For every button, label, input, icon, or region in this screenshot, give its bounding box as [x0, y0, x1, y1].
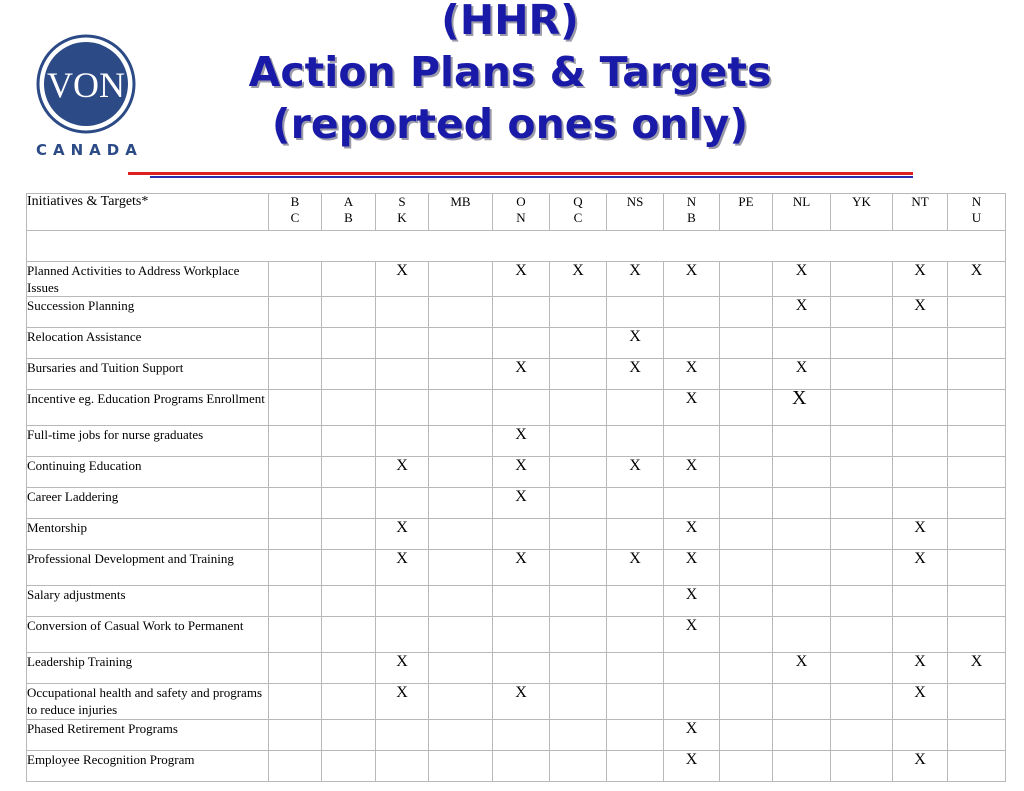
title-line-2: Action Plans & Targets: [248, 48, 772, 96]
mark-cell: [429, 586, 493, 617]
mark-cell: [376, 586, 429, 617]
table-row: [27, 720, 1006, 751]
mark-cell: [720, 617, 773, 653]
mark-cell: [429, 390, 493, 426]
table-row: [27, 426, 1006, 457]
mark-cell: [893, 457, 948, 488]
mark-cell: [607, 653, 664, 684]
mark-cell: [269, 684, 322, 720]
mark-cell: [322, 297, 376, 328]
column-header: [948, 194, 1006, 231]
mark-cell: [269, 262, 322, 297]
mark-cell: [720, 550, 773, 586]
column-header-text: N: [971, 194, 982, 209]
mark-cell: [322, 488, 376, 519]
table-row: [27, 488, 1006, 519]
column-header: [429, 194, 493, 231]
mark-cell: [831, 359, 893, 390]
table-row: [27, 684, 1006, 720]
mark-cell: [664, 426, 720, 457]
mark-cell: [322, 426, 376, 457]
mark-cell: [893, 426, 948, 457]
mark-cell: X: [773, 262, 831, 297]
mark-cell: X: [376, 457, 429, 488]
mark-cell: [948, 550, 1006, 586]
mark-cell: [269, 359, 322, 390]
mark-cell: [831, 390, 893, 426]
mark-cell: X: [893, 297, 948, 328]
mark-cell: [376, 390, 429, 426]
extra-mark: X: [792, 387, 807, 409]
mark-cell: [322, 550, 376, 586]
column-header-text: Q: [573, 194, 583, 209]
row-label: Salary adjustments: [27, 586, 269, 617]
mark-cell: [550, 488, 607, 519]
column-header-text: PE: [738, 194, 754, 209]
mark-cell: [720, 720, 773, 751]
column-header: [269, 194, 322, 231]
mark-cell: [948, 359, 1006, 390]
mark-cell: [550, 390, 607, 426]
mark-cell: [322, 328, 376, 359]
mark-cell: X: [607, 328, 664, 359]
mark-cell: [269, 328, 322, 359]
mark-cell: [493, 297, 550, 328]
blank-row: [27, 231, 1006, 262]
mark-cell: [429, 617, 493, 653]
mark-cell: [269, 586, 322, 617]
mark-cell: [550, 684, 607, 720]
mark-cell: [322, 720, 376, 751]
mark-cell: [831, 751, 893, 782]
mark-cell: [429, 720, 493, 751]
mark-cell: [948, 328, 1006, 359]
mark-cell: [948, 457, 1006, 488]
mark-cell: [773, 426, 831, 457]
mark-cell: [607, 297, 664, 328]
mark-cell: X: [893, 262, 948, 297]
mark-cell: [493, 519, 550, 550]
mark-cell: [322, 684, 376, 720]
mark-cell: [948, 519, 1006, 550]
mark-cell: [322, 653, 376, 684]
mark-cell: [493, 328, 550, 359]
mark-cell: X: [607, 550, 664, 586]
column-header-text: NS: [626, 194, 644, 209]
mark-cell: [493, 653, 550, 684]
mark-cell: [550, 751, 607, 782]
mark-cell: [664, 488, 720, 519]
table-row: [27, 457, 1006, 488]
mark-cell: [550, 426, 607, 457]
mark-cell: X: [893, 653, 948, 684]
mark-cell: X: [376, 550, 429, 586]
mark-cell: [269, 751, 322, 782]
mark-cell: [948, 617, 1006, 653]
mark-cell: [322, 617, 376, 653]
mark-cell: [376, 617, 429, 653]
mark-cell: [831, 720, 893, 751]
mark-cell: [550, 586, 607, 617]
mark-cell: [429, 359, 493, 390]
mark-cell: X: [493, 359, 550, 390]
mark-cell: [948, 684, 1006, 720]
mark-cell: X: [493, 550, 550, 586]
table-row: [27, 751, 1006, 782]
mark-cell: X: [664, 262, 720, 297]
mark-cell: [720, 262, 773, 297]
mark-cell: [773, 550, 831, 586]
mark-cell: [773, 617, 831, 653]
mark-cell: X: [493, 488, 550, 519]
mark-cell: [893, 720, 948, 751]
column-header-text: N: [516, 210, 526, 225]
mark-cell: [269, 390, 322, 426]
mark-cell: X: [664, 550, 720, 586]
mark-cell: [773, 586, 831, 617]
mark-cell: [269, 488, 322, 519]
mark-cell: [948, 297, 1006, 328]
mark-cell: [607, 426, 664, 457]
mark-cell: [948, 390, 1006, 426]
mark-cell: [550, 328, 607, 359]
row-label: Mentorship: [27, 519, 269, 550]
mark-cell: [893, 586, 948, 617]
mark-cell: [664, 328, 720, 359]
mark-cell: [831, 617, 893, 653]
mark-cell: [773, 328, 831, 359]
mark-cell: [550, 519, 607, 550]
mark-cell: [607, 684, 664, 720]
mark-cell: [550, 457, 607, 488]
mark-cell: X: [607, 359, 664, 390]
mark-cell: [607, 390, 664, 426]
mark-cell: [376, 426, 429, 457]
table-row: [27, 550, 1006, 586]
title-line-3: (reported ones only): [271, 100, 749, 148]
mark-cell: X: [664, 720, 720, 751]
table-row: [27, 653, 1006, 684]
column-header: [893, 194, 948, 231]
mark-cell: [831, 519, 893, 550]
mark-cell: [322, 751, 376, 782]
mark-cell: [322, 390, 376, 426]
mark-cell: [607, 720, 664, 751]
mark-cell: [269, 519, 322, 550]
column-header: [550, 194, 607, 231]
logo-subtext: CANADA: [36, 141, 143, 159]
mark-cell: [831, 488, 893, 519]
mark-cell: [376, 328, 429, 359]
row-label: Succession Planning: [27, 297, 269, 328]
row-label: Employee Recognition Program: [27, 751, 269, 782]
mark-cell: [773, 751, 831, 782]
column-header: [720, 194, 773, 231]
mark-cell: [831, 586, 893, 617]
column-header-text: B: [687, 210, 696, 225]
mark-cell: [720, 519, 773, 550]
mark-cell: X: [493, 426, 550, 457]
mark-cell: [493, 751, 550, 782]
mark-cell: [376, 751, 429, 782]
mark-cell: [550, 720, 607, 751]
von-canada-logo: [36, 34, 143, 160]
mark-cell: X: [664, 390, 720, 426]
blank-cell: [27, 231, 1006, 262]
mark-cell: X: [376, 262, 429, 297]
row-label: Phased Retirement Programs: [27, 720, 269, 751]
row-label: Continuing Education: [27, 457, 269, 488]
mark-cell: [720, 297, 773, 328]
mark-cell: [607, 617, 664, 653]
mark-cell: [322, 457, 376, 488]
mark-cell: [429, 457, 493, 488]
page-title: [150, 0, 870, 150]
mark-cell: [720, 328, 773, 359]
column-header-text: N: [686, 194, 697, 209]
mark-cell: [773, 488, 831, 519]
mark-cell: X: [893, 550, 948, 586]
row-label: Planned Activities to Address Workplace Issues: [27, 262, 269, 297]
mark-cell: X: [664, 519, 720, 550]
header-row: [27, 194, 1006, 231]
mark-cell: [550, 617, 607, 653]
mark-cell: [948, 586, 1006, 617]
mark-cell: X: [893, 519, 948, 550]
mark-cell: [893, 328, 948, 359]
column-header: [322, 194, 376, 231]
column-header-text: S: [398, 194, 406, 209]
mark-cell: X: [493, 457, 550, 488]
mark-cell: X: [493, 684, 550, 720]
mark-cell: [607, 519, 664, 550]
mark-cell: [664, 684, 720, 720]
mark-cell: X: [664, 617, 720, 653]
row-label: Full-time jobs for nurse graduates: [27, 426, 269, 457]
mark-cell: [831, 426, 893, 457]
mark-cell: X: [550, 262, 607, 297]
mark-cell: [720, 359, 773, 390]
mark-cell: [550, 550, 607, 586]
mark-cell: [376, 359, 429, 390]
mark-cell: [720, 684, 773, 720]
initiatives-table: [26, 193, 1006, 782]
mark-cell: [376, 488, 429, 519]
mark-cell: [322, 262, 376, 297]
mark-cell: X: [664, 457, 720, 488]
mark-cell: X: [773, 359, 831, 390]
mark-cell: [831, 684, 893, 720]
column-header-text: C: [290, 210, 300, 225]
mark-cell: [893, 488, 948, 519]
svg-text:VON: VON: [47, 65, 125, 105]
column-header: [607, 194, 664, 231]
mark-cell: [429, 550, 493, 586]
row-label: Occupational health and safety and programs to reduce injuries: [27, 684, 269, 720]
mark-cell: X: [664, 586, 720, 617]
row-label: Incentive eg. Education Programs Enrollment: [27, 390, 269, 426]
column-header-text: O: [516, 194, 526, 209]
row-label: Relocation Assistance: [27, 328, 269, 359]
mark-cell: [720, 390, 773, 426]
column-header: [376, 194, 429, 231]
mark-cell: X: [948, 262, 1006, 297]
table-row: [27, 297, 1006, 328]
column-header: [493, 194, 550, 231]
column-header-text: YK: [852, 194, 871, 209]
mark-cell: [269, 720, 322, 751]
table-row: [27, 586, 1006, 617]
column-header-text: B: [290, 194, 300, 209]
mark-cell: [269, 617, 322, 653]
mark-cell: [773, 519, 831, 550]
mark-cell: [269, 297, 322, 328]
mark-cell: [948, 426, 1006, 457]
mark-cell: X: [607, 457, 664, 488]
mark-cell: [893, 390, 948, 426]
row-label: Conversion of Casual Work to Permanent: [27, 617, 269, 653]
mark-cell: [720, 426, 773, 457]
header-initiatives: Initiatives & Targets*: [27, 194, 269, 231]
mark-cell: [773, 684, 831, 720]
mark-cell: X: [376, 653, 429, 684]
mark-cell: [773, 720, 831, 751]
mark-cell: [376, 720, 429, 751]
mark-cell: [429, 297, 493, 328]
mark-cell: [322, 359, 376, 390]
title-divider-blue: [150, 176, 913, 178]
mark-cell: [831, 328, 893, 359]
mark-cell: X: [893, 751, 948, 782]
mark-cell: X: [493, 262, 550, 297]
mark-cell: [376, 297, 429, 328]
column-header: [664, 194, 720, 231]
row-label: Career Laddering: [27, 488, 269, 519]
mark-cell: [720, 653, 773, 684]
mark-cell: [493, 720, 550, 751]
mark-cell: [550, 359, 607, 390]
mark-cell: [720, 751, 773, 782]
mark-cell: [429, 684, 493, 720]
title-divider-red: [128, 172, 913, 175]
column-header-text: B: [344, 210, 353, 225]
row-label: Leadership Training: [27, 653, 269, 684]
mark-cell: [773, 457, 831, 488]
column-header-text: NT: [911, 194, 929, 209]
mark-cell: [322, 586, 376, 617]
mark-cell: [948, 751, 1006, 782]
mark-cell: [720, 488, 773, 519]
mark-cell: [493, 390, 550, 426]
column-header-text: C: [573, 210, 583, 225]
mark-cell: [948, 488, 1006, 519]
column-header-text: A: [343, 194, 354, 209]
mark-cell: [607, 751, 664, 782]
mark-cell: [831, 297, 893, 328]
mark-cell: X: [376, 519, 429, 550]
column-header-text: U: [971, 210, 982, 225]
mark-cell: X: [664, 751, 720, 782]
mark-cell: [831, 653, 893, 684]
mark-cell: [269, 457, 322, 488]
mark-cell: [429, 653, 493, 684]
title-line-1: (HHR): [441, 0, 579, 44]
mark-cell: [550, 653, 607, 684]
table-row: [27, 390, 1006, 426]
mark-cell: X: [773, 297, 831, 328]
mark-cell: X: [607, 262, 664, 297]
mark-cell: [607, 586, 664, 617]
mark-cell: [493, 586, 550, 617]
mark-cell: [429, 262, 493, 297]
column-header-text: MB: [450, 194, 471, 209]
mark-cell: [429, 751, 493, 782]
mark-cell: [269, 426, 322, 457]
mark-cell: [429, 426, 493, 457]
table-row: [27, 617, 1006, 653]
mark-cell: [893, 359, 948, 390]
von-logo-icon: [36, 34, 136, 134]
mark-cell: [948, 720, 1006, 751]
row-label: Professional Development and Training: [27, 550, 269, 586]
mark-cell: [493, 617, 550, 653]
mark-cell: [893, 617, 948, 653]
table-row: [27, 359, 1006, 390]
mark-cell: [720, 457, 773, 488]
mark-cell: [831, 457, 893, 488]
mark-cell: [664, 653, 720, 684]
mark-cell: [664, 297, 720, 328]
mark-cell: X: [773, 653, 831, 684]
column-header-text: K: [397, 210, 407, 225]
column-header: [831, 194, 893, 231]
mark-cell: X: [376, 684, 429, 720]
mark-cell: [607, 488, 664, 519]
mark-cell: [322, 519, 376, 550]
table-row: [27, 519, 1006, 550]
mark-cell: [429, 488, 493, 519]
table-row: [27, 262, 1006, 297]
mark-cell: [429, 328, 493, 359]
column-header: [773, 194, 831, 231]
mark-cell: [831, 262, 893, 297]
mark-cell: X: [948, 653, 1006, 684]
mark-cell: X: [893, 684, 948, 720]
mark-cell: [269, 653, 322, 684]
row-label: Bursaries and Tuition Support: [27, 359, 269, 390]
mark-cell: [429, 519, 493, 550]
table-row: [27, 328, 1006, 359]
mark-cell: X: [664, 359, 720, 390]
column-header-text: NL: [792, 194, 811, 209]
mark-cell: [550, 297, 607, 328]
mark-cell: [831, 550, 893, 586]
mark-cell: [720, 586, 773, 617]
mark-cell: [269, 550, 322, 586]
